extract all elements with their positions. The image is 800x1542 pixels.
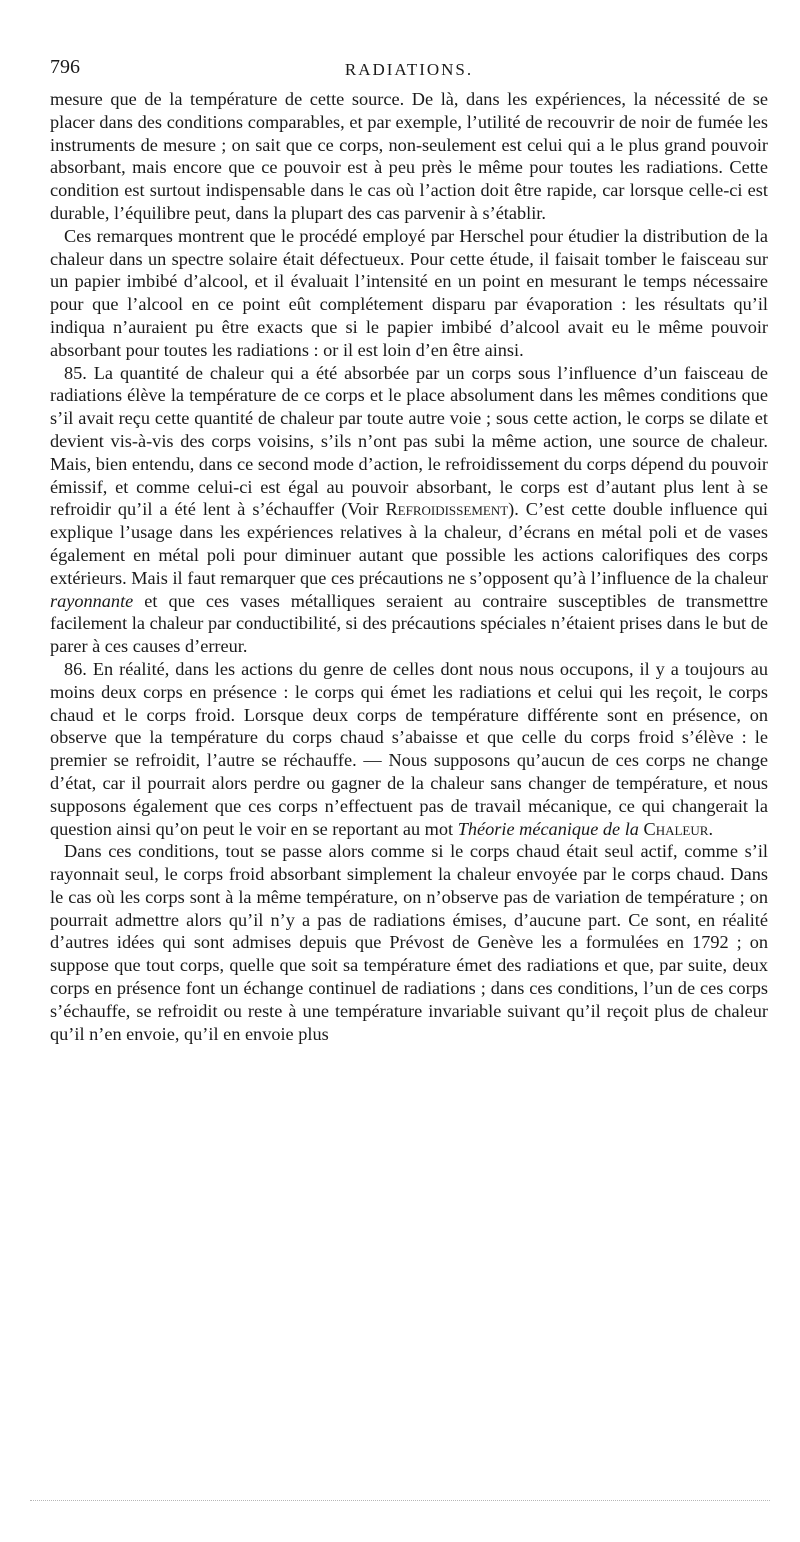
header-title: RADIATIONS. [344,60,474,79]
paragraph-85 [50,362,768,658]
running-head [50,52,768,88]
text-run: Ces remarques montrent que le procédé employé par Herschel pour étudier la distribution de la chaleur dans un spectre solaire était défectueux. Pour cette étude, il faisait tomber le faisceau sur un papier imbibé d’alcool, et il évaluait l’intensité en un point en mesurant le temps nécessaire pour que l’alcool en ce point eût complétement disparu par évaporation : les résultats qu’il indiqua n’auraient pu être exacts que si le papier imbibé d’alcool avait eu le même pouvoir absorbant pour toutes les radiations : or il est loin d’en être ainsi. [50,225,768,360]
text-run: Refroidissement [385,499,509,520]
text-run: 86. En réalité, dans les actions du genre de celles dont nous nous occupons, il y a toujours au moins deux corps en présence : le corps qui émet les radiations et celui qui les reçoit, le corps chaud et le corps froid. Lorsque deux corps de température différente sont en présence, on observe que la température du corps chaud s’abaisse et que celle du corps froid s’élève : le premier se refroidit, l’autre se réchauffe. — Nous supposons qu’aucun de ces corps ne change d’état, car il pourrait alors perdre ou gagner de la chaleur sans changer de température, et nous supposons également que ces corps n’effectuent pas de travail mécanique, ce qui changerait la question ainsi qu’on peut le voir en se reportant au mot [50,658,768,839]
text-run: ). C’est cette double influence qui explique l’usage dans les expériences relatives à la chaleur, d’écrans en métal poli et de vases également en métal poli pour diminuer autant que possible les actions calorifiques des corps extérieurs. Mais il faut remarquer que ces précautions ne s’opposent qu’à l’influence de la chaleur [50,499,768,588]
paragraph-2 [50,225,768,362]
text-run: rayonnante [50,590,134,611]
text-run: mesure que de la température de cette source. De là, dans les expériences, la nécessité de se placer dans des conditions comparables, et par exemple, l’utilité de recouvrir de noir de fumée les instruments de mesure ; on sait que ce corps, non-seulement est celui qui a le plus grand pouvoir absorbant, mais encore que ce pouvoir est à peu près le même pour toutes les radiations. Cette condition est surtout indispensable dans le cas où l’action doit être rapide, car lorsque celle-ci est durable, l’équilibre peut, dans la plupart des cas parvenir à s’établir. [50,89,768,223]
text-run: 85. La quantité de chaleur qui a été absorbée par un corps sous l’influence d’un faisceau de radiations élève la température de ce corps et le place absolument dans les mêmes conditions que s’il avait reçu cette quantité de chaleur par toute autre voie ; sous cette action, le corps se dilate et devient vis-à-vis des corps voisins, s’ils n’ont pas subi la même action, une source de chaleur. Mais, bien entendu, dans ce second mode d’action, le refroidissement du corps dépend du pouvoir émissif, et comme celui-ci est égal au pouvoir absorbant, le corps est d’autant plus lent à se refroidir qu’il a été lent à s’échauffer (Voir [50,362,768,520]
paragraph-5 [50,840,768,1045]
page-number: 796 [50,56,80,78]
body-text [50,88,768,1045]
text-run: et que ces vases métalliques seraient au contraire susceptibles de transmettre facilement la chaleur par conductibilité, si des précautions spéciales n’étaient prises dans le but de parer à ces causes d’erreur. [50,590,768,657]
text-run: Dans ces conditions, tout se passe alors comme si le corps chaud était seul actif, comme s’il rayonnait seul, le corps froid absorbant simplement la chaleur envoyée par le corps chaud. Dans le cas où les corps sont à la même température, on n’observe pas de variation de température ; on pourrait admettre alors qu’il n’y a pas de radiations émises, d’aucune part. Ce sont, en réalité d’autres idées qui sont admises depuis que Prévost de Genève les a formulées en 1792 ; on suppose que tout corps, quelle que soit sa température émet des radiations et que, par suite, deux corps en présence font un échange continuel de radiations ; dans ces conditions, l’un de ces corps s’échauffe, se refroidit ou reste à une température invariable suivant qu’il reçoit plus de chaleur qu’il n’en envoie, qu’il en envoie plus [50,841,768,1044]
page-edge-dots [30,1500,770,1503]
paragraph-1 [50,88,768,225]
text-run: Théorie mécanique de la [457,818,639,839]
paragraph-86 [50,658,768,840]
text-run: . [708,818,714,839]
page [50,52,768,1045]
text-run: Chaleur [643,818,709,839]
